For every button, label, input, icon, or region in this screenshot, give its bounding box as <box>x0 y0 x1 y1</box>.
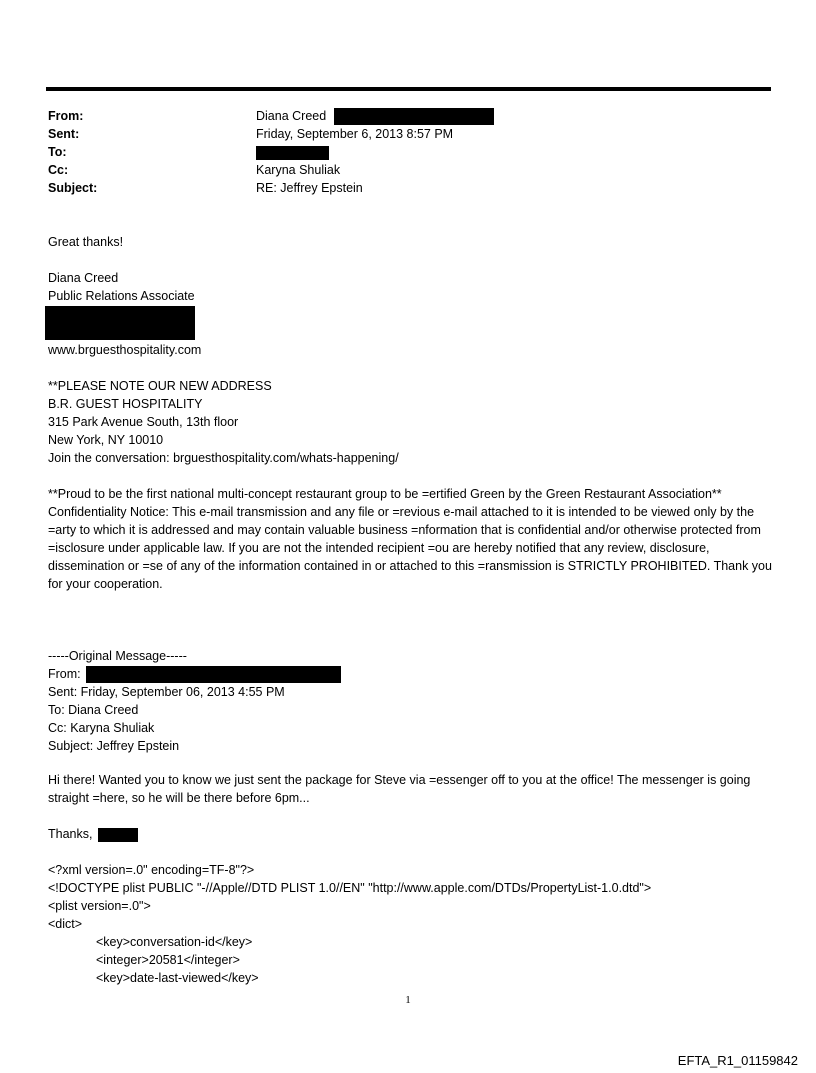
xml-line: <key>conversation-id</key> <box>96 935 253 949</box>
address-line: 315 Park Avenue South, 13th floor <box>48 415 239 429</box>
from-value <box>256 107 494 125</box>
thanks-text: Thanks, <box>48 827 93 841</box>
sent-value: Friday, September 6, 2013 8:57 PM <box>256 127 454 141</box>
address-line: Join the conversation: brguesthospitality.com/whats-happening/ <box>48 451 399 465</box>
greeting: Great thanks! <box>48 235 124 249</box>
subject-value: RE: Jeffrey Epstein <box>256 181 363 195</box>
original-from-row <box>48 665 341 683</box>
bates-number: EFTA_R1_01159842 <box>677 1053 798 1068</box>
xml-line: <key>date-last-viewed</key> <box>96 971 259 985</box>
confidentiality-notice: **Proud to be the first national multi-concept restaurant group to be =ertified Green by the Green Restaurant Association** Confidentiality Notice: This e-mail transmission and any file or =revious e-mail attached to it is intended to be viewed only by the =arty to which it is addressed and may contain valuable business =nformation that is confidential and/or otherwise protected from =isclosure under applicable law. If you are not the intended recipient =ou are hereby notified that any review, disclosure, dissemination or =se of any of the information contained in or attached to this =ransmission is STRICTLY PROHIBITED. Thank you for your cooperation. <box>48 487 772 591</box>
original-cc: Cc: Karyna Shuliak <box>48 721 155 735</box>
redaction-box <box>45 306 195 340</box>
sent-label: Sent: <box>48 127 80 141</box>
cc-label: Cc: <box>48 163 69 177</box>
subject-label: Subject: <box>48 181 98 195</box>
address-line: B.R. GUEST HOSPITALITY <box>48 397 203 411</box>
thanks-row <box>48 825 138 843</box>
original-sent: Sent: Friday, September 06, 2013 4:55 PM <box>48 685 285 699</box>
original-message-divider: -----Original Message----- <box>48 649 187 663</box>
website-link[interactable]: www.brguesthospitality.com <box>48 343 202 357</box>
signature-title: Public Relations Associate <box>48 289 195 303</box>
xml-line: <integer>20581</integer> <box>96 953 240 967</box>
xml-line: <?xml version=.0" encoding=TF-8"?> <box>48 863 255 877</box>
original-from-label: From: <box>48 667 81 681</box>
redaction-box <box>86 666 341 683</box>
from-name: Diana Creed <box>256 109 327 123</box>
page-number: 1 <box>405 994 411 1006</box>
header-rule <box>46 87 771 91</box>
cc-value: Karyna Shuliak <box>256 163 341 177</box>
address-line: **PLEASE NOTE OUR NEW ADDRESS <box>48 379 272 393</box>
to-value <box>256 143 329 161</box>
redaction-box <box>256 146 329 160</box>
original-message-body: Hi there! Wanted you to know we just sent the package for Steve via =essenger off to you at the office! The messenger is going straight =here, so he will be there before 6pm... <box>48 773 751 805</box>
original-to: To: Diana Creed <box>48 703 139 717</box>
xml-line: <dict> <box>48 917 83 931</box>
to-label: To: <box>48 145 67 159</box>
original-subject: Subject: Jeffrey Epstein <box>48 739 180 753</box>
redaction-box <box>98 828 138 842</box>
xml-line: <plist version=.0"> <box>48 899 151 913</box>
redaction-box <box>334 108 494 125</box>
signature-name: Diana Creed <box>48 271 119 285</box>
from-label: From: <box>48 109 84 123</box>
address-line: New York, NY 10010 <box>48 433 164 447</box>
xml-line: <!DOCTYPE plist PUBLIC "-//Apple//DTD PLIST 1.0//EN" "http://www.apple.com/DTDs/PropertyList-1.0.dtd"> <box>48 881 652 895</box>
